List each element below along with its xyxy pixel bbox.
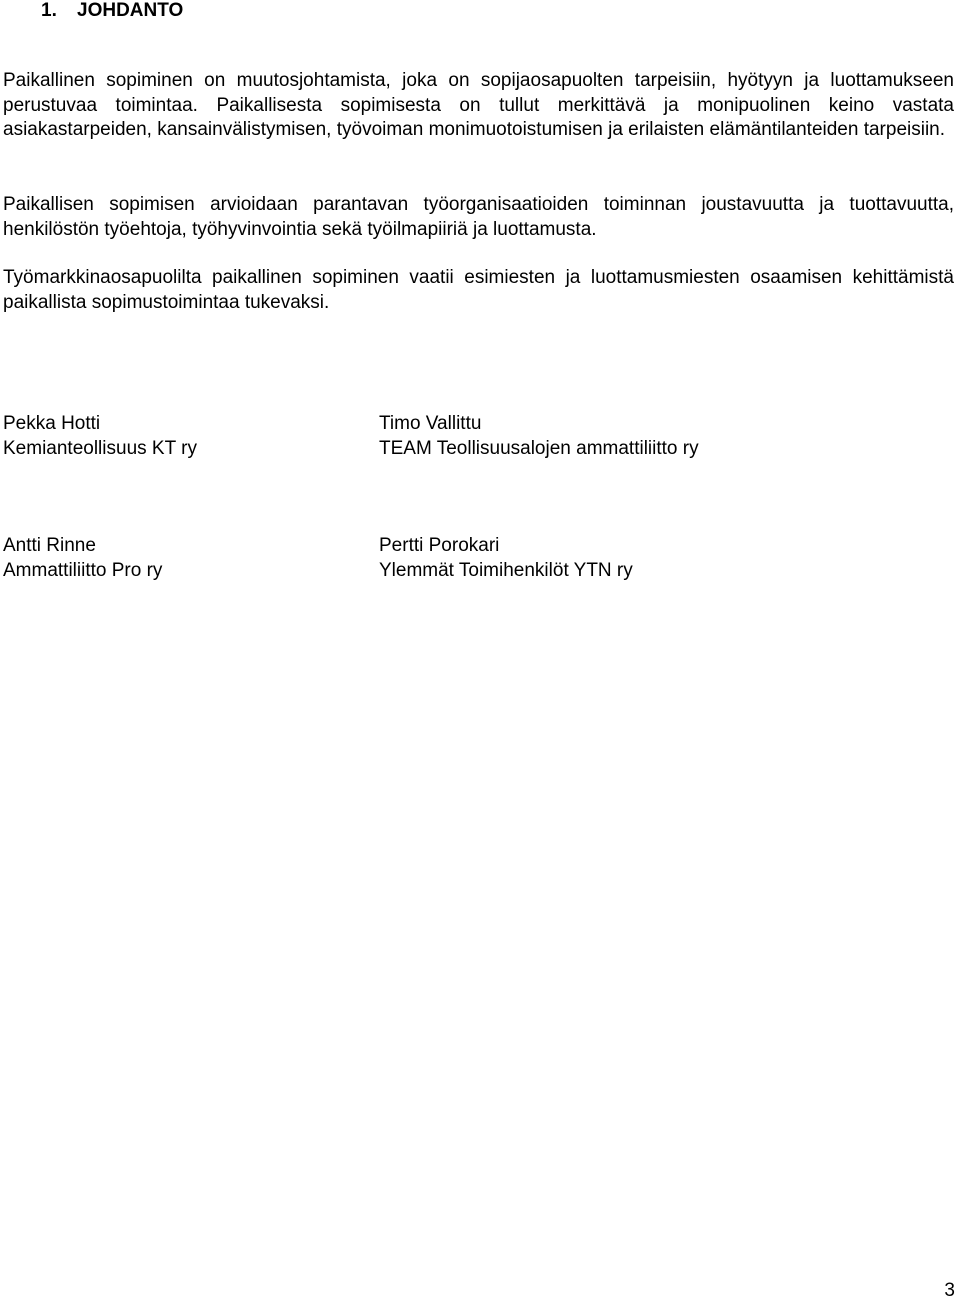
section-heading [41,0,183,23]
paragraph-1: Paikallinen sopiminen on muutosjohtamista, joka on sopijaosapuolten tarpeisiin, hyötyyn ja luottamukseen perustuvaa toimintaa. Paikallisesta sopimisesta on tullut merkittävä ja monipuolinen keino vastata asiakastarpeiden, kansainvälistymisen, työvoiman monimuotoistumisen ja erilaisten elämäntilanteiden tarpeisiin. [3,70,954,140]
signatory-name: Antti Rinne [3,535,96,556]
signatory-organization: Ammattiliitto Pro ry [3,560,163,581]
signatory-organization: Ylemmät Toimihenkilöt YTN ry [379,560,633,581]
signatory-organization: Kemianteollisuus KT ry [3,438,197,459]
signatory-name: Pertti Porokari [379,535,500,556]
signature-block-2 [379,411,699,461]
page-number: 3 [944,1280,955,1301]
paragraph-2: Paikallisen sopimisen arvioidaan parantavan työorganisaatioiden toiminnan joustavuutta ja tuottavuutta, henkilöstön työehtoja, työhyvinvointia sekä työilmapiiriä ja luottamusta. [3,194,954,240]
signatory-name: Pekka Hotti [3,413,101,434]
paragraph-3: Työmarkkinaosapuolilta paikallinen sopiminen vaatii esimiesten ja luottamusmiesten osaamisen kehittämistä paikallista sopimustoimintaa tukevaksi. [3,267,954,313]
signature-block-3 [3,533,162,583]
signature-block-1 [3,411,197,461]
section-number: 1. [41,0,57,21]
signatory-name: Timo Vallittu [379,413,482,434]
section-title: JOHDANTO [77,0,184,21]
signatory-organization: TEAM Teollisuusalojen ammattiliitto ry [379,438,699,459]
signature-block-4 [379,533,633,583]
